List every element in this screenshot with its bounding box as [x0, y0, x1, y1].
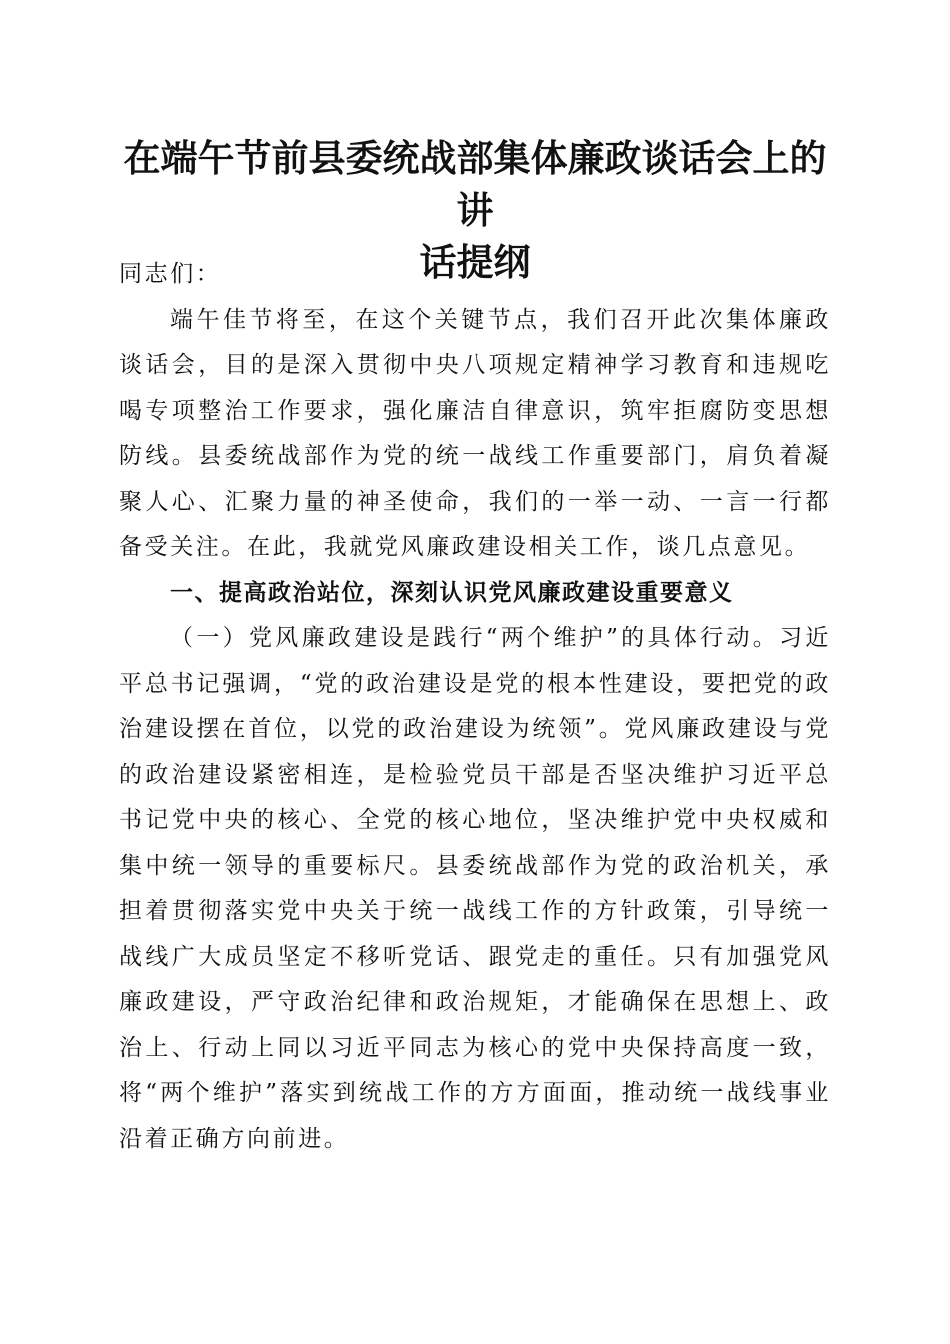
document-body	[119, 252, 831, 1162]
salutation: 同志们：	[119, 261, 222, 287]
subsection-lead-1: （一）党风廉政建设是践行“两个维护”的具体行动。	[170, 625, 780, 651]
subsection-paragraph-1	[119, 616, 831, 1162]
intro-paragraph: 端午佳节将至，在这个关键节点，我们召开此次集体廉政谈话会，目的是深入贯彻中央八项规定精神学习教育和违规吃喝专项整治工作要求，强化廉洁自律意识，筑牢拒腐防变思想防线。县委统战部作为党的统一战线工作重要部门，肩负着凝聚人心、汇聚力量的神圣使命，我们的一举一动、一言一行都备受关注。在此，我就党风廉政建设相关工作，谈几点意见。	[119, 306, 831, 560]
subsection-body-1: 习近平总书记强调，“党的政治建设是党的根本性建设，要把党的政治建设摆在首位，以党的政治建设为统领”。党风廉政建设与党的政治建设紧密相连，是检验党员干部是否坚决维护习近平总书记党中央的核心、全党的核心地位，坚决维护党中央权威和集中统一领导的重要标尺。县委统战部作为党的政治机关，承担着贯彻落实党中央关于统一战线工作的方针政策，引导统一战线广大成员坚定不移听党话、跟党走的重任。只有加强党风廉政建设，严守政治纪律和政治规矩，才能确保在思想上、政治上、行动上同以习近平同志为核心的党中央保持高度一致，将“两个维护”落实到统战工作的方方面面，推动统一战线事业沿着正确方向前进。	[119, 625, 831, 1152]
title-line-1: 在端午节前县委统战部集体廉政谈话会上的讲	[123, 136, 827, 232]
title-line-2: 话提纲	[419, 240, 531, 284]
section-heading-1: 一、提高政治站位，深刻认识党风廉政建设重要意义	[170, 579, 734, 606]
